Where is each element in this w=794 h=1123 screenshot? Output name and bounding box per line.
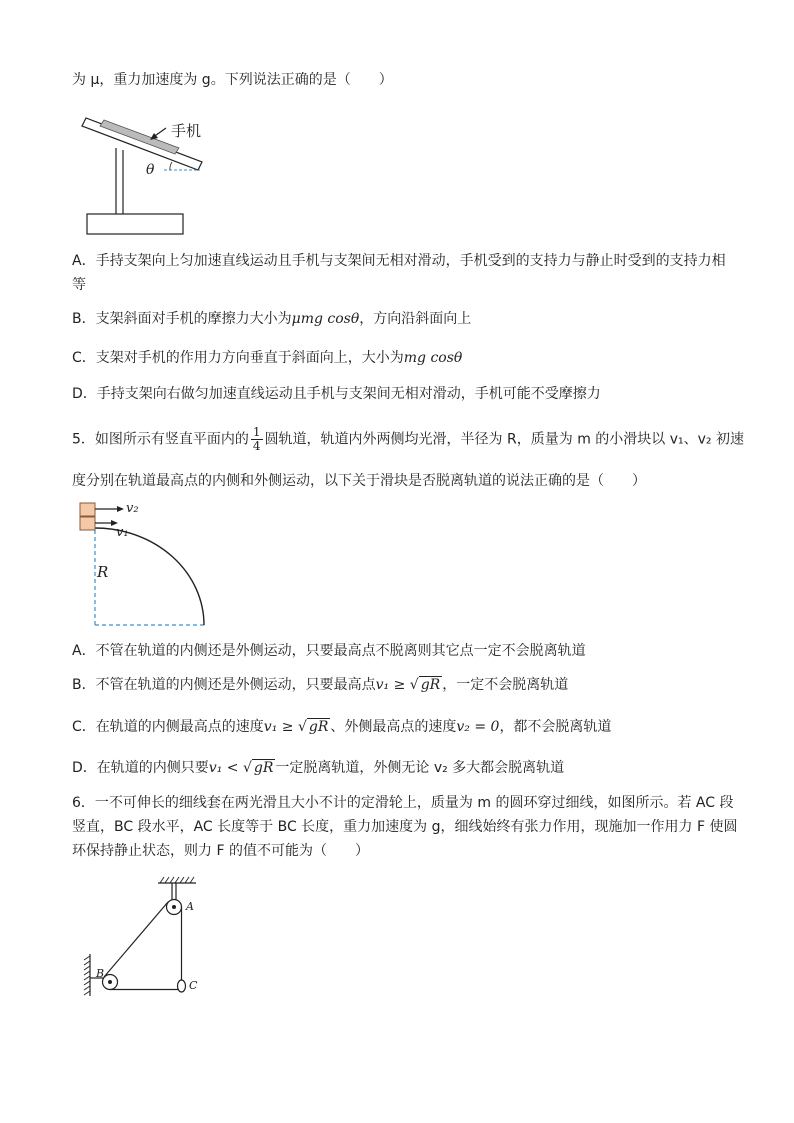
q6-stem-line2: 竖直，BC 段水平，AC 长度等于 BC 长度，重力加速度为 g，细线始终有张力作用，现施加一作用力 F 使圆 [72, 819, 738, 835]
q5-option-c-text: C．在轨道的内侧最高点的速度 [72, 719, 264, 735]
q5-option-c [72, 717, 611, 737]
q4-option-b-tail: ，方向沿斜面向上 [359, 311, 472, 327]
q5-option-b [72, 675, 568, 695]
q4-stem-end: 为 μ，重力加速度为 g。下列说法正确的是（ ） [72, 72, 393, 88]
q5-option-d-math: v₁ < [208, 760, 243, 776]
q5-option-c-math2: v₂ = 0 [456, 719, 500, 735]
q5-option-b-text: B．不管在轨道的内侧还是外侧运动，只要最高点 [72, 677, 376, 693]
q4-option-c [72, 348, 462, 368]
v2-label: v₂ [126, 501, 139, 516]
q6-stem-line1: 6．一不可伸长的细线套在两光滑且大小不计的定滑轮上，质量为 m 的圆环穿过细线，如图所示。若 AC 段 [72, 795, 734, 811]
sqrt-radicand: gR [253, 760, 274, 776]
q5-option-b-tail: ，一定不会脱离轨道 [442, 677, 569, 693]
q4-option-a-line1: A．手持支架向上匀加速直线运动且手机与支架间无相对滑动，手机受到的支持力与静止时受到的支持力相 [72, 253, 726, 269]
q5-option-b-math: v₁ ≥ [375, 677, 410, 693]
angle-theta-label: θ [146, 162, 155, 178]
q4-option-b-math: μmg cosθ [291, 311, 360, 327]
q4-option-c-math: mg cosθ [403, 350, 463, 366]
pulley-ring-figure [82, 876, 222, 1006]
q4-option-b [72, 309, 471, 329]
q5-option-c-tail: ，都不会脱离轨道 [499, 719, 612, 735]
sqrt-radicand: gR [308, 719, 329, 735]
q4-option-c-text: C．支架对手机的作用力方向垂直于斜面向上，大小为 [72, 350, 404, 366]
sqrt-gr: √ gR [409, 677, 441, 693]
fraction-numerator: 1 [252, 425, 261, 439]
v1-label: v₁ [116, 525, 129, 540]
q4-option-d: D．手持支架向右做匀加速直线运动且手机与支架间无相对滑动，手机可能不受摩擦力 [72, 386, 601, 402]
q5-option-d [72, 758, 564, 778]
q5-option-a: A．不管在轨道的内侧还是外侧运动，只要最高点不脱离则其它点一定不会脱离轨道 [72, 643, 586, 659]
q6-stem-line3: 环保持静止状态，则力 F 的值不可能为（ ） [72, 843, 369, 859]
point-b-label: B [96, 967, 105, 980]
sqrt-gr: √ gR [297, 719, 329, 735]
q5-stem-line1 [72, 426, 744, 453]
sqrt-gr: √ gR [242, 760, 274, 776]
q5-option-c-math: v₁ ≥ [263, 719, 298, 735]
q5-stem-post: 圆轨道，轨道内外两侧均光滑，半径为 R，质量为 m 的小滑块以 v₁、v₂ 初速 [264, 431, 744, 448]
q4-option-a-line2: 等 [72, 277, 86, 293]
quarter-fraction [251, 426, 263, 453]
phone-label: 手机 [171, 122, 202, 140]
fraction-denominator: 4 [252, 439, 261, 453]
radius-label: R [97, 563, 109, 581]
point-c-label: C [189, 979, 198, 992]
q5-stem-pre: 5．如图所示有竖直平面内的 [72, 431, 249, 448]
q5-option-d-tail: 一定脱离轨道，外侧无论 v₂ 多大都会脱离轨道 [275, 760, 565, 776]
q5-stem-line2: 度分别在轨道最高点的内侧和外侧运动，以下关于滑块是否脱离轨道的说法正确的是（ ） [72, 473, 646, 489]
q4-option-b-text: B．支架斜面对手机的摩擦力大小为 [72, 311, 292, 327]
q5-option-d-text: D．在轨道的内侧只要 [72, 760, 209, 776]
sqrt-radicand: gR [420, 677, 441, 693]
q5-option-c-mid: 、外侧最高点的速度 [330, 719, 457, 735]
point-a-label: A [186, 900, 194, 913]
